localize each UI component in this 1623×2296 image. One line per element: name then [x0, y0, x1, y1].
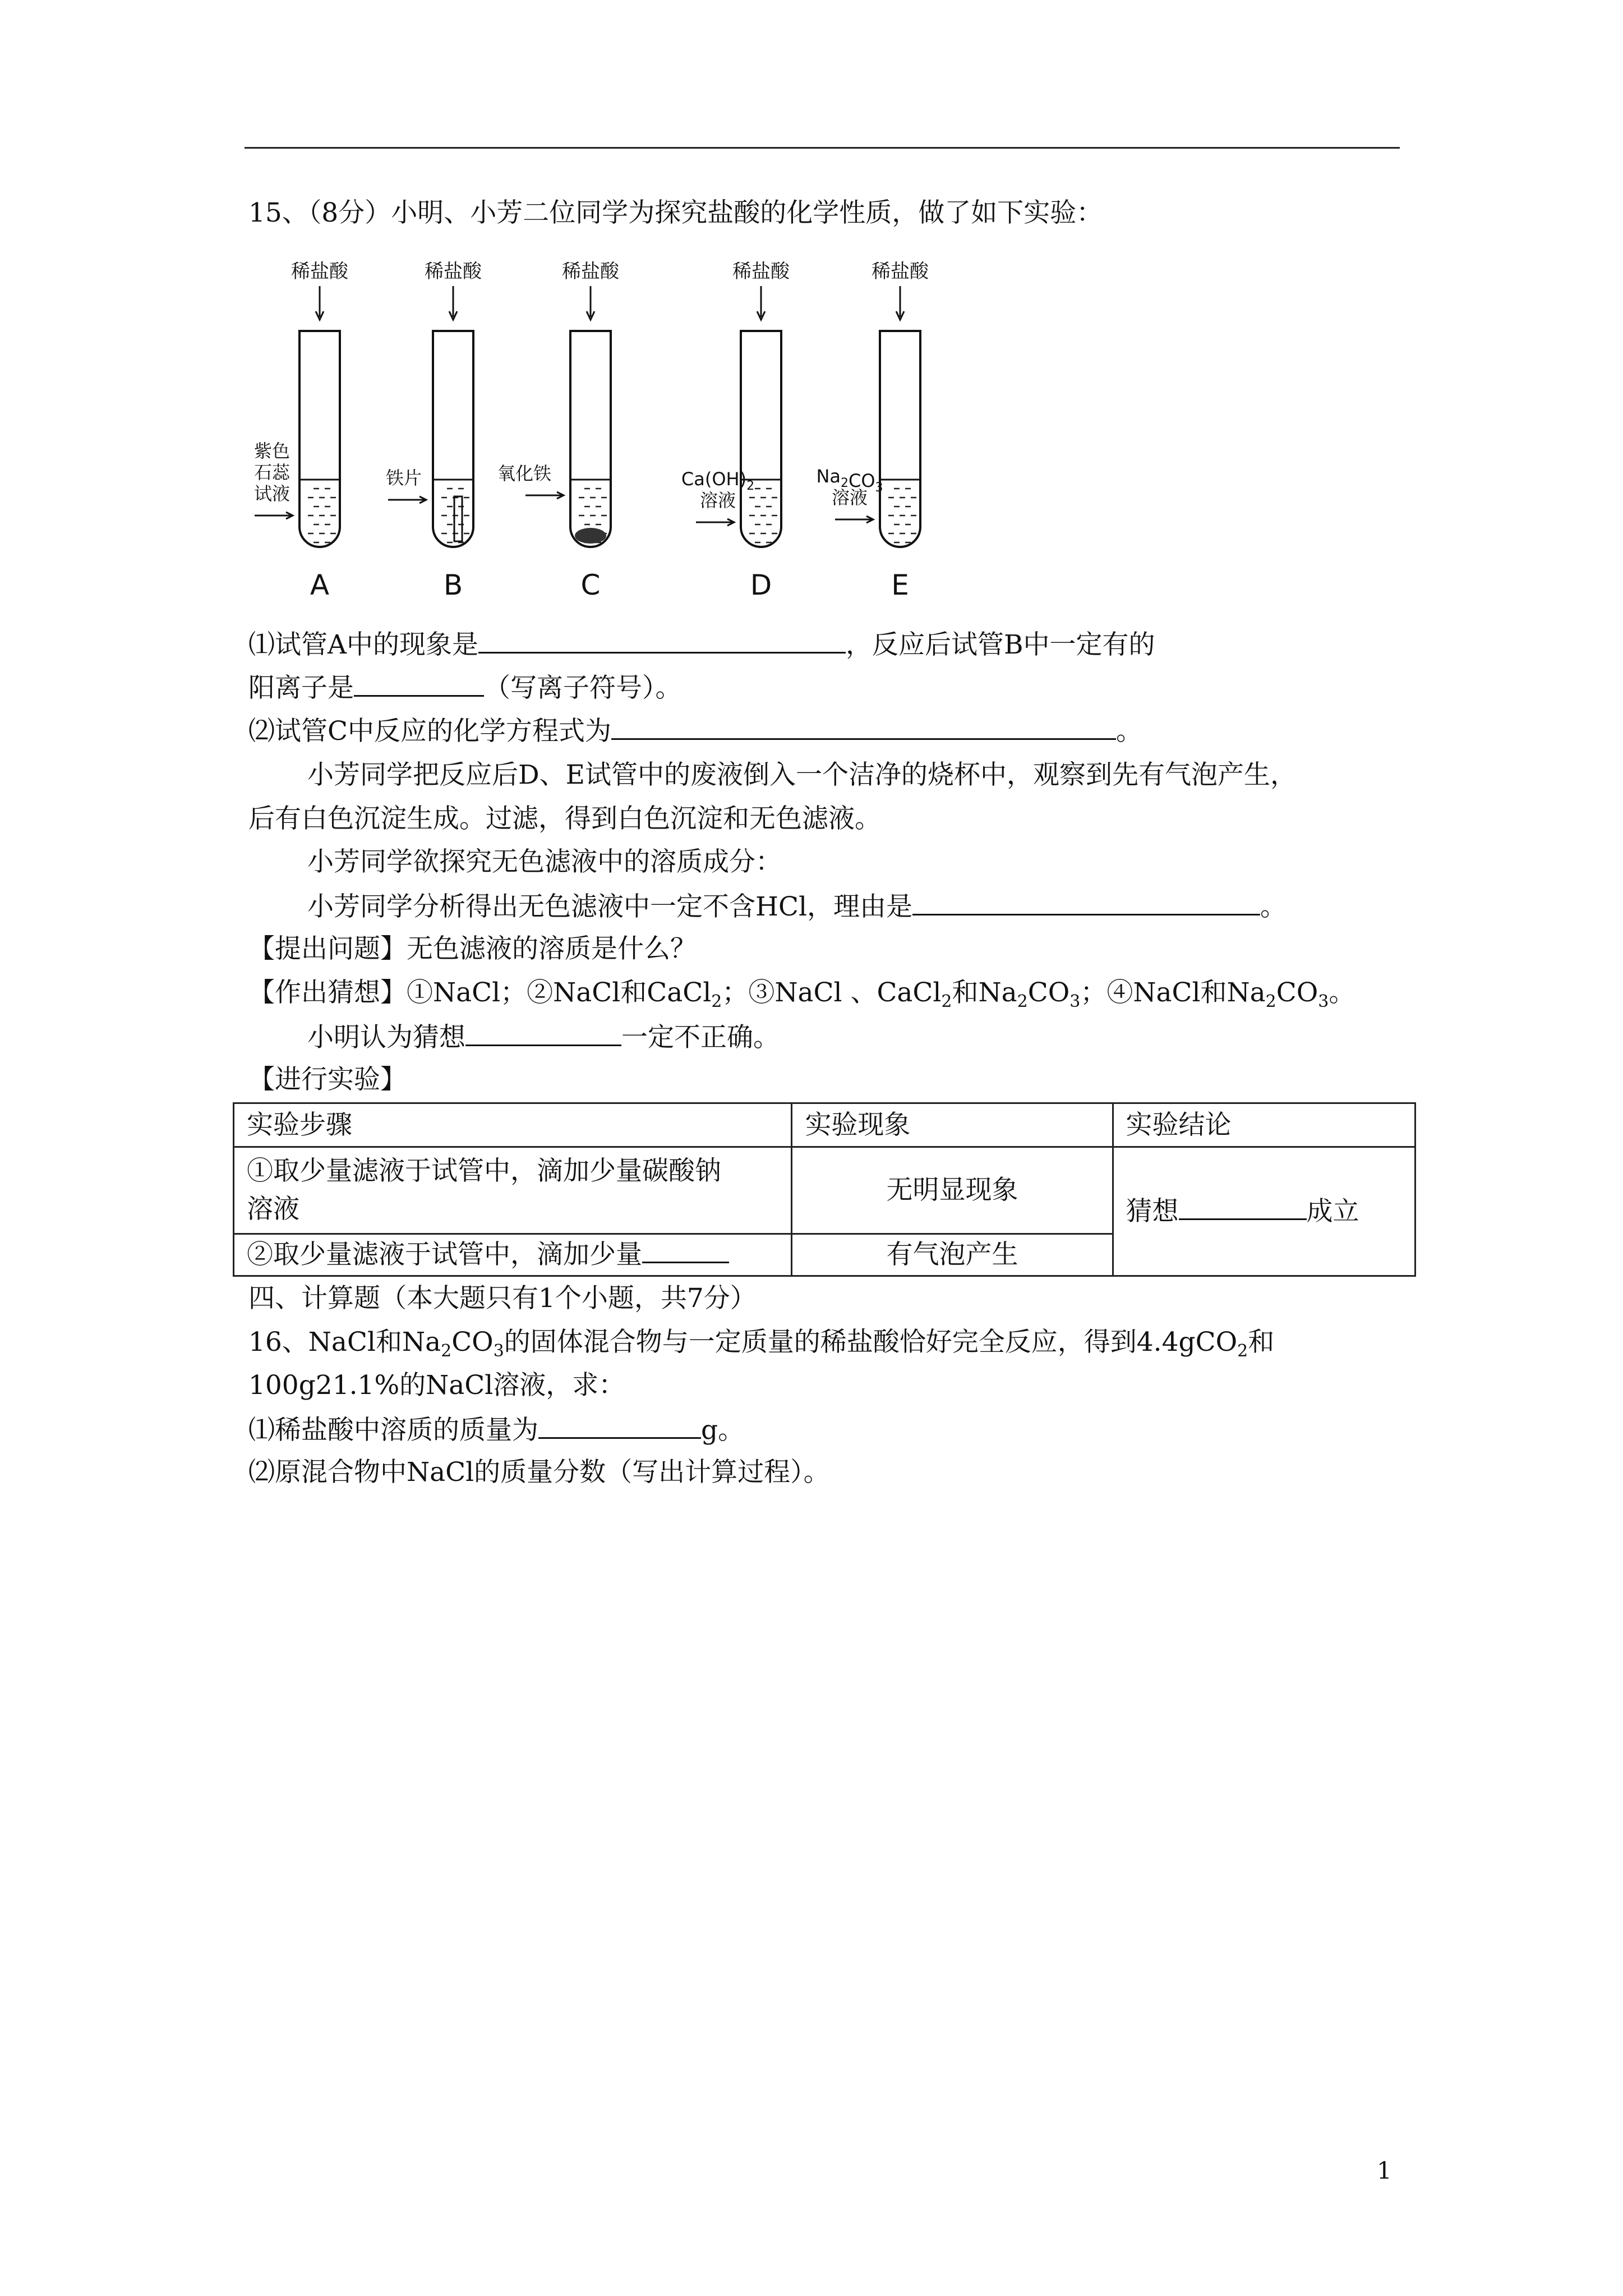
q15-part1-line2: 阳离子是 （写离子符号）。: [248, 670, 682, 705]
tube-letter: C: [580, 569, 601, 601]
oxide-powder: [575, 528, 606, 544]
reagent-label: 溶液: [699, 490, 736, 511]
reagent-label: 紫色: [253, 440, 291, 462]
q15-guess: 【作出猜想】①NaCl；②NaCl和CaCl$_2$；③NaCl 、CaCl$_2$和$Na_2CO_3$；④NaCl和$Na_2CO_3$。: [248, 977, 1355, 1011]
acid-label: 稀盐酸: [732, 260, 790, 283]
answer-blank[interactable]: [478, 627, 846, 654]
test-tube: [741, 331, 781, 547]
q15-do: 【进行实验】: [248, 1064, 407, 1095]
acid-label: 稀盐酸: [425, 260, 482, 283]
q15-para1b: 后有白色沉淀生成。过滤，得到白色沉淀和无色滤液。: [248, 803, 881, 834]
reagent-label: 石蕊: [253, 462, 291, 483]
q15-ask: 【提出问题】无色滤液的溶质是什么？: [248, 933, 697, 964]
reagent-label: $Ca(OH)_2$: [681, 468, 755, 493]
reagent-label: $Na_2CO_3$: [816, 466, 883, 495]
table-cell: 有气泡产生: [792, 1234, 1113, 1276]
acid-label: 稀盐酸: [872, 260, 929, 283]
iron-strip: [454, 496, 462, 541]
tube-letter: A: [310, 569, 330, 601]
q16-line2: 100g21.1%的NaCl溶液，求：: [248, 1370, 625, 1401]
table-cell: ①取少量滤液于试管中，滴加少量碳酸钠 溶液: [234, 1147, 792, 1234]
q15-xiaoming: 小明认为猜想 一定不正确。: [307, 1020, 780, 1055]
acid-label: 稀盐酸: [562, 260, 619, 283]
test-tube: [880, 331, 920, 547]
tube-letter: D: [750, 569, 772, 601]
table-header: 实验步骤: [234, 1103, 792, 1147]
q16-line1: 16、NaCl和$Na_2CO_3$的固体混合物与一定质量的稀盐酸恰好完全反应，得到4.4gCO$_2$和: [248, 1327, 1275, 1361]
answer-blank[interactable]: [642, 1237, 729, 1263]
table-header: 实验现象: [792, 1103, 1113, 1147]
table-header: 实验结论: [1113, 1103, 1415, 1147]
header-rule: [245, 147, 1400, 149]
tube-letter: E: [891, 569, 909, 601]
q15-para1: 小芳同学把反应后D、E试管中的废液倒入一个洁净的烧杯中，观察到先有气泡产生，: [307, 760, 1297, 790]
section-4-heading: 四、计算题（本大题只有1个小题，共7分）: [248, 1283, 757, 1314]
answer-blank[interactable]: [538, 1412, 701, 1439]
reagent-label: 溶液: [831, 487, 868, 508]
q15-para2: 小芳同学欲探究无色滤液中的溶质成分：: [307, 846, 782, 877]
test-tube: [433, 331, 473, 547]
q15-part1-line1: ⑴试管A中的现象是 ，反应后试管B中一定有的: [248, 627, 1155, 662]
q16-part2: ⑵原混合物中NaCl的质量分数（写出计算过程）。: [248, 1457, 830, 1488]
reagent-label: 试液: [253, 483, 291, 504]
q15-para3: 小芳同学分析得出无色滤液中一定不含HCl，理由是 。: [307, 889, 1287, 924]
table-cell: ②取少量滤液于试管中，滴加少量: [234, 1234, 792, 1276]
test-tube-figure: [241, 255, 970, 614]
acid-label: 稀盐酸: [291, 260, 348, 283]
table-cell: 无明显现象: [792, 1147, 1113, 1234]
answer-blank[interactable]: [912, 889, 1260, 915]
q15-intro: 15、（8分）小明、小芳二位同学为探究盐酸的化学性质，做了如下实验：: [248, 197, 1103, 228]
answer-blank[interactable]: [465, 1020, 621, 1046]
table-cell: 猜想 成立: [1113, 1147, 1415, 1276]
tube-letter: B: [443, 569, 463, 601]
answer-blank[interactable]: [1179, 1194, 1307, 1220]
reagent-label: 氧化铁: [497, 463, 552, 484]
test-tube: [570, 331, 611, 547]
page-number: 1: [1377, 2157, 1392, 2184]
reagent-label: 铁片: [385, 467, 422, 489]
answer-blank[interactable]: [354, 670, 484, 697]
answer-blank[interactable]: [611, 714, 1116, 740]
q15-part2: ⑵试管C中反应的化学方程式为 。: [248, 714, 1142, 748]
experiment-table: [233, 1102, 1416, 1277]
test-tube: [299, 331, 340, 547]
q16-part1: ⑴稀盐酸中溶质的质量为 g。: [248, 1412, 744, 1447]
